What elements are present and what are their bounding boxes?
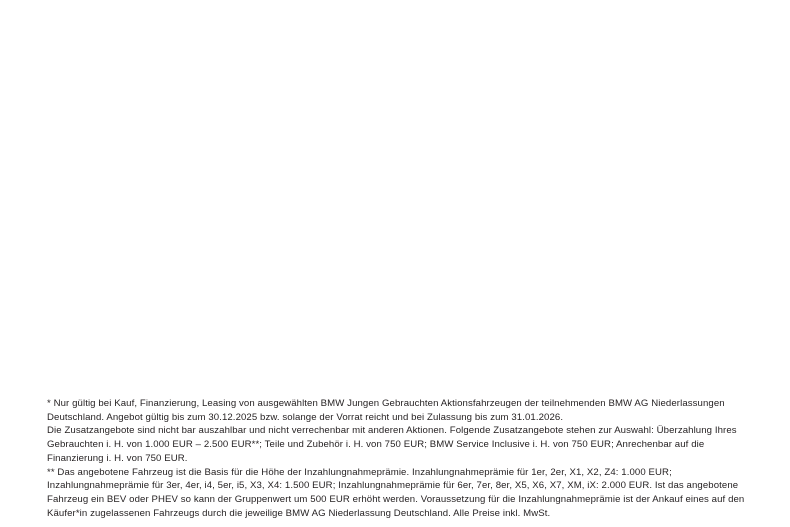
footnote-paragraph-2: Die Zusatzangebote sind nicht bar auszahlbar und nicht verrechenbar mit anderen Aktionen. Folgende Zusatzangebote stehen zur Auswahl: Überzahlung Ihres Gebrauchten i. H. von 1.000 EUR – 2.500 EUR**; Teile und Zubehör i. H. von 750 EUR; BMW Service Inclusive i. H. von 750 EUR; Anrechenbar auf die Finanzierung i. H. von 750 EUR. — [47, 425, 737, 464]
footnote-paragraph-1: * Nur gültig bei Kauf, Finanzierung, Leasing von ausgewählten BMW Jungen Gebrauchten Aktionsfahrzeugen der teilnehmenden BMW AG Niederlassungen Deutschland. Angebot gültig bis zum 30.12.2025 bzw. solange der Vorrat reicht und bei Zulassung bis zum 31.01.2026. — [47, 398, 725, 423]
footnote-paragraph-3: ** Das angebotene Fahrzeug ist die Basis für die Höhe der Inzahlungnahmeprämie. Inzahlungnahmeprämie für 1er, 2er, X1, X2, Z4: 1.000 EUR; Inzahlungnahmeprämie für 3er, 4er, i4, 5er, i5, X3, X4: 1.500 EUR; Inzahlungnahmeprämie für 6er, 7er, 8er, X5, X6, X7, XM, iX: 2.000 EUR. Ist das angebotene Fahrzeug ein BEV oder PHEV so kann der Gruppenwert um 500 EUR erhöht werden. Voraussetzung für die Inzahlungnahmeprämie ist der Ankauf eines auf den Käufer*in zugelassenen Fahrzeugs durch die jeweilige BMW AG Niederlassung Deutschland. Alle Preise inkl. MwSt. — [47, 466, 745, 519]
legal-footnotes — [47, 397, 759, 520]
